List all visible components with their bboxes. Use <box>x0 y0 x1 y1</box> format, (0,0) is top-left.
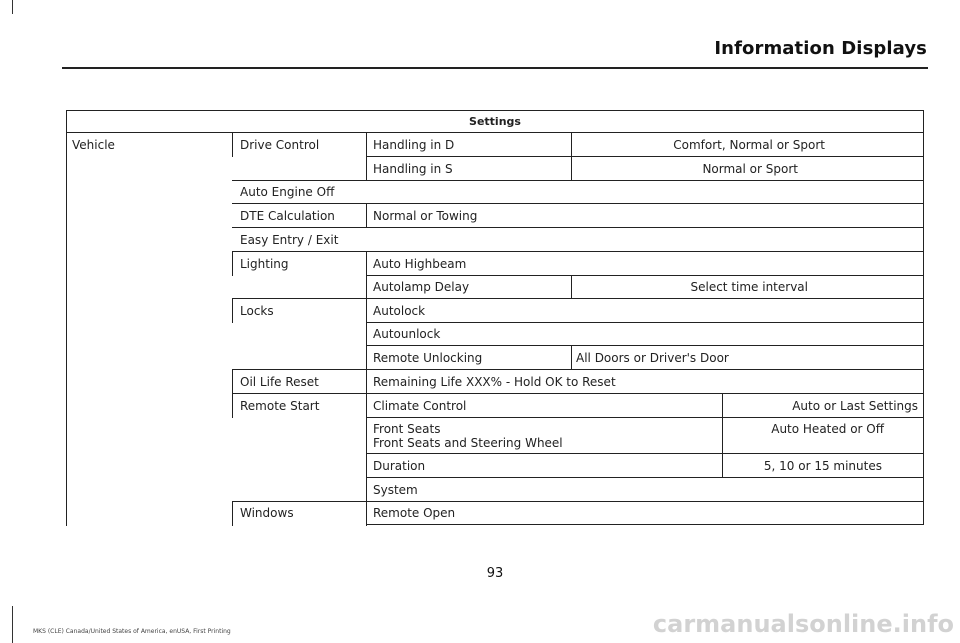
crop-mark-bottom-left <box>12 606 13 643</box>
table-rule <box>571 275 572 299</box>
option-system: System <box>373 483 418 497</box>
table-rule <box>366 252 367 299</box>
table-rule <box>366 370 367 394</box>
setting-lighting: Lighting <box>240 257 289 271</box>
crop-mark-top-left <box>12 0 13 14</box>
table-rule <box>232 370 233 394</box>
setting-easy-entry-exit: Easy Entry / Exit <box>240 233 339 247</box>
value-handling-d: Comfort, Normal or Sport <box>673 138 825 152</box>
table-rule <box>923 110 924 525</box>
value-remote-unlocking: All Doors or Driver's Door <box>576 351 729 365</box>
setting-windows: Windows <box>240 506 294 520</box>
option-front-seats-steering: Front Seats and Steering Wheel <box>373 436 563 450</box>
table-rule <box>722 394 723 478</box>
table-rule <box>232 133 233 157</box>
table-rule <box>366 156 924 157</box>
table-rule <box>571 346 572 370</box>
table-rule <box>366 394 367 502</box>
table-rule <box>66 132 924 133</box>
setting-auto-engine-off: Auto Engine Off <box>240 185 335 199</box>
option-autolock: Autolock <box>373 304 426 318</box>
settings-table <box>66 110 924 526</box>
option-climate-control: Climate Control <box>373 399 467 413</box>
category-vehicle: Vehicle <box>72 138 115 152</box>
option-front-seats: Front Seats <box>373 422 441 436</box>
watermark: carmanualsonline.info <box>652 610 954 638</box>
table-rule <box>232 299 233 323</box>
page-title: Information Displays <box>714 38 927 59</box>
option-remaining-life: Remaining Life XXX% - Hold OK to Reset <box>373 375 616 389</box>
table-rule <box>366 477 924 478</box>
option-handling-d: Handling in D <box>373 138 455 152</box>
table-rule <box>66 110 924 111</box>
setting-remote-start: Remote Start <box>240 399 320 413</box>
value-autolamp-delay: Select time interval <box>690 280 808 294</box>
table-rule <box>366 204 367 228</box>
footer-printing-info: MKS (CLE) Canada/United States of America, enUSA, First Printing <box>33 628 231 635</box>
option-dte-towing: Normal or Towing <box>373 209 478 223</box>
table-title: Settings <box>469 115 521 128</box>
table-rule <box>366 133 367 181</box>
table-rule <box>366 524 924 525</box>
setting-dte-calculation: DTE Calculation <box>240 209 335 223</box>
table-rule <box>232 369 924 370</box>
setting-locks: Locks <box>240 304 274 318</box>
setting-drive-control: Drive Control <box>240 138 320 152</box>
value-duration: 5, 10 or 15 minutes <box>763 459 882 473</box>
table-rule <box>366 275 924 276</box>
table-rule <box>232 203 924 204</box>
table-rule <box>232 180 924 181</box>
value-climate-control: Auto or Last Settings <box>792 399 918 413</box>
table-rule <box>232 298 924 299</box>
table-rule <box>366 299 367 370</box>
table-rule <box>232 501 924 502</box>
table-rule <box>366 417 924 418</box>
table-rule <box>232 502 233 526</box>
option-autolamp-delay: Autolamp Delay <box>373 280 470 294</box>
table-rule <box>366 345 924 346</box>
table-rule <box>232 394 233 418</box>
option-auto-highbeam: Auto Highbeam <box>373 257 467 271</box>
option-autounlock: Autounlock <box>373 327 441 341</box>
table-rule <box>366 453 924 454</box>
table-rule <box>232 393 924 394</box>
table-rule <box>366 322 924 323</box>
option-handling-s: Handling in S <box>373 162 453 176</box>
setting-oil-life-reset: Oil Life Reset <box>240 375 319 389</box>
table-rule <box>232 251 924 252</box>
option-remote-unlocking: Remote Unlocking <box>373 351 483 365</box>
value-handling-s: Normal or Sport <box>702 162 798 176</box>
table-rule <box>232 252 233 276</box>
page-number: 93 <box>486 566 504 581</box>
value-front-seats: Auto Heated or Off <box>771 422 884 436</box>
table-rule <box>232 227 924 228</box>
option-remote-open: Remote Open <box>373 506 456 520</box>
table-rule <box>66 110 67 526</box>
option-duration: Duration <box>373 459 426 473</box>
table-rule <box>571 133 572 181</box>
table-rule <box>366 502 367 526</box>
header-divider <box>62 67 928 69</box>
